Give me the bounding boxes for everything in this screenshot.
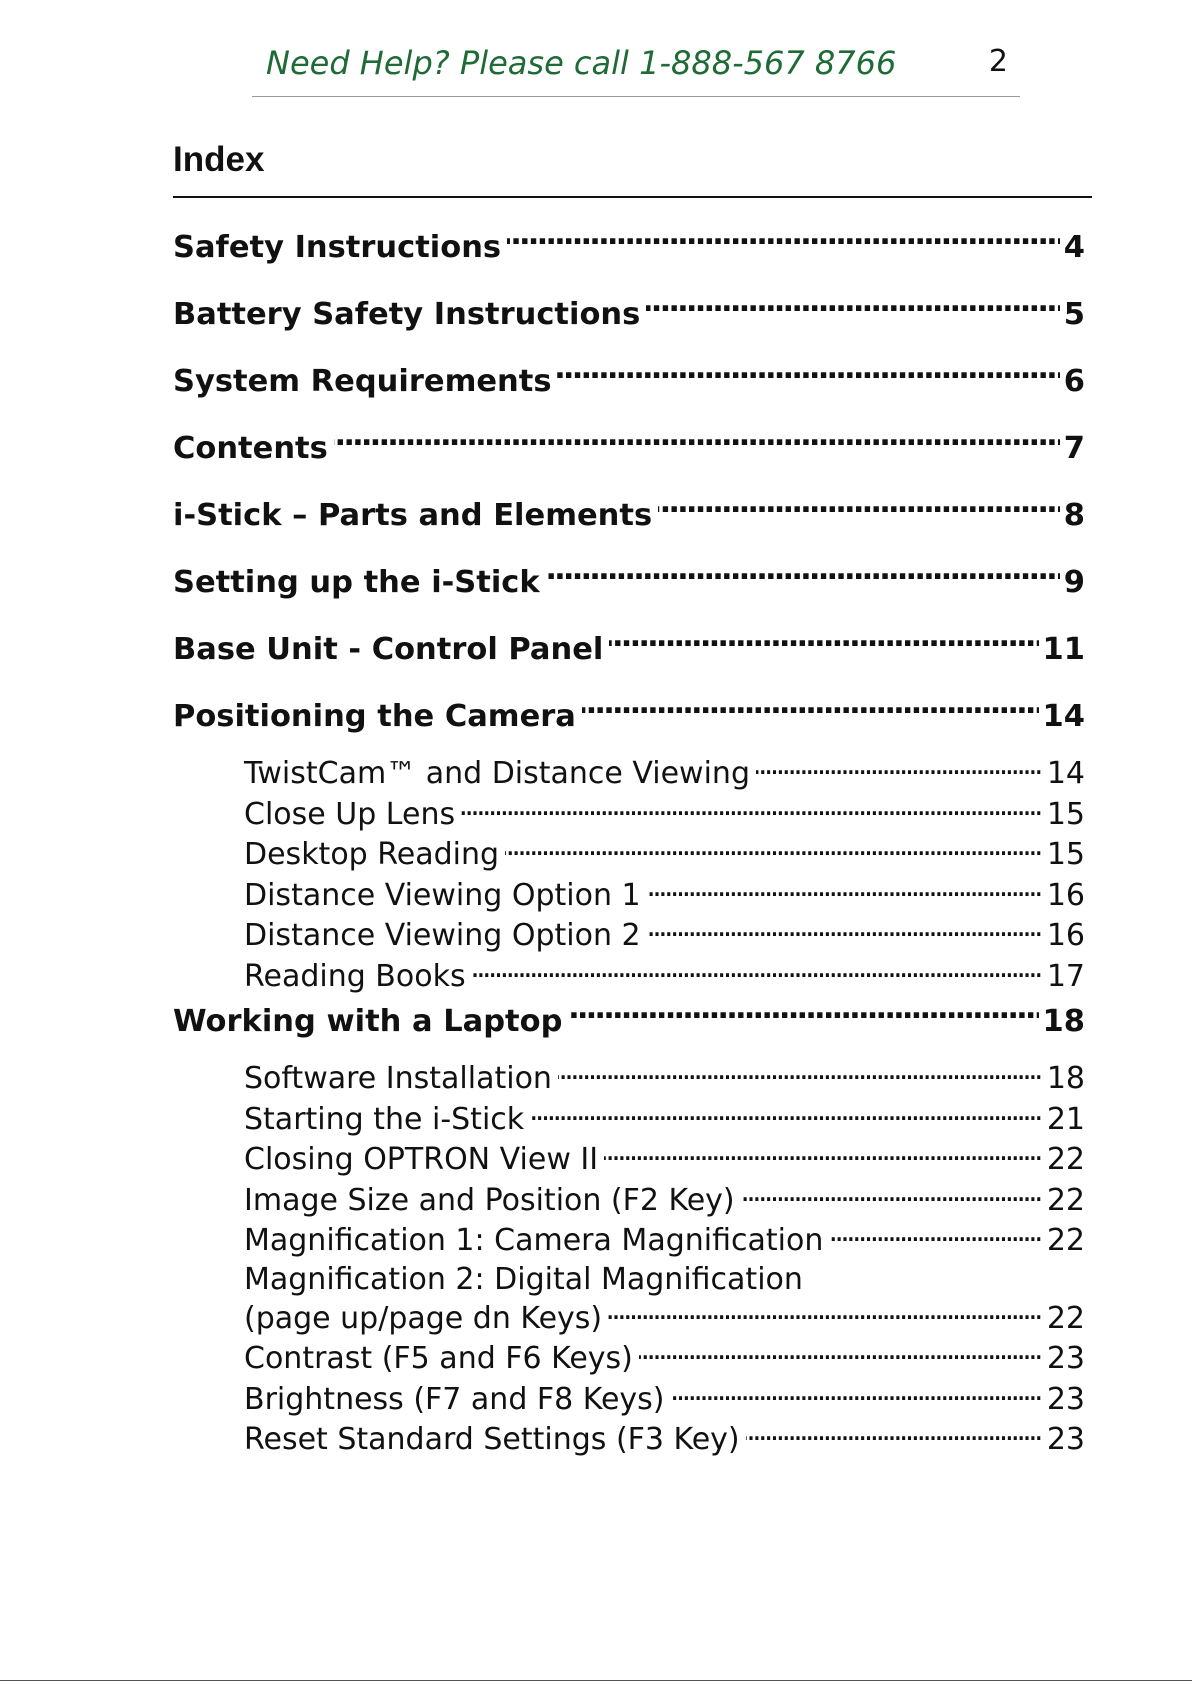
toc-entry-title: System Requirements	[173, 364, 552, 399]
toc-entry-page-number: 14	[1046, 756, 1085, 791]
toc-subsection-entry[interactable]	[173, 1379, 1085, 1420]
toc-entry-title-line1: Magnification 2: Digital Magnification	[244, 1261, 803, 1297]
toc-entry-page-number: 23	[1046, 1422, 1085, 1457]
toc-subsection-entry[interactable]	[173, 753, 1085, 794]
toc-leader-dots	[472, 956, 1043, 986]
toc-entry-title: Closing OPTRON View II	[244, 1142, 599, 1177]
toc-entry-page-number: 9	[1063, 565, 1085, 600]
toc-entry-title: i-Stick – Parts and Elements	[173, 498, 653, 533]
toc-subsection-entry[interactable]	[173, 1139, 1085, 1180]
toc-section-entry[interactable]	[173, 427, 1085, 494]
toc-leader-dots	[546, 562, 1060, 593]
toc-entry-page-number: 22	[1046, 1300, 1085, 1336]
toc-entry-page-number: 23	[1046, 1341, 1085, 1376]
toc-entry-page-number: 15	[1046, 837, 1085, 872]
toc-entry-page-number: 5	[1063, 297, 1085, 332]
toc-subsection-entry[interactable]	[173, 1180, 1085, 1221]
toc-subsection-entry[interactable]	[173, 956, 1085, 997]
toc-entry-page-number: 11	[1042, 632, 1085, 667]
toc-leader-dots	[507, 227, 1060, 258]
toc-subsection-entry[interactable]	[173, 794, 1085, 835]
toc-entry-title: Contents	[173, 431, 328, 466]
toc-entry-page-number: 22	[1046, 1142, 1085, 1177]
index-heading: Index	[173, 140, 265, 179]
toc-leader-dots	[334, 428, 1060, 459]
toc-subsection-entry[interactable]	[173, 915, 1085, 956]
table-of-contents	[173, 226, 1085, 1460]
toc-entry-title: Close Up Lens	[244, 796, 456, 832]
toc-entry-title: Distance Viewing Option 1	[244, 877, 641, 913]
toc-section-entry[interactable]	[173, 293, 1085, 360]
toc-entry-title: Reading Books	[244, 958, 466, 994]
toc-entry-title: Image Size and Position (F2 Key)	[244, 1182, 735, 1218]
toc-entry-page-number: 14	[1042, 699, 1085, 734]
toc-section-entry[interactable]	[173, 494, 1085, 561]
toc-entry-page-number: 23	[1046, 1381, 1085, 1417]
toc-leader-dots	[646, 294, 1059, 325]
toc-entry-title: Setting up the i-Stick	[173, 565, 540, 600]
toc-section-entry[interactable]	[173, 561, 1085, 628]
toc-section-entry[interactable]	[173, 695, 1085, 753]
toc-leader-dots	[582, 696, 1039, 727]
toc-section-entry[interactable]	[173, 628, 1085, 695]
toc-entry-title: Contrast (F5 and F6 Keys)	[244, 1341, 633, 1376]
toc-entry-title: Distance Viewing Option 2	[244, 918, 641, 953]
toc-section-entry[interactable]	[173, 226, 1085, 293]
toc-entry-title: Brightness (F7 and F8 Keys)	[244, 1381, 665, 1417]
toc-leader-dots	[756, 753, 1043, 783]
toc-entry-page-number: 8	[1063, 498, 1085, 533]
toc-entry-title: Base Unit - Control Panel	[173, 632, 604, 667]
toc-leader-dots	[604, 1139, 1043, 1169]
toc-leader-dots	[530, 1099, 1043, 1129]
toc-section-entry[interactable]	[173, 1000, 1085, 1058]
toc-entry-page-number: 7	[1063, 431, 1085, 466]
page-number: 2	[988, 44, 1008, 79]
toc-subsection-entry[interactable]	[173, 1099, 1085, 1140]
page-bottom-edge	[0, 1680, 1192, 1681]
toc-entry-title: TwistCam™ and Distance Viewing	[244, 756, 750, 791]
toc-entry-page-number: 22	[1046, 1223, 1085, 1258]
toc-subsection-entry[interactable]	[173, 1338, 1085, 1379]
toc-subsection-entry[interactable]	[173, 875, 1085, 916]
toc-leader-dots	[568, 1001, 1038, 1032]
toc-entry-page-number: 18	[1042, 1004, 1085, 1039]
toc-entry-title: Positioning the Camera	[173, 699, 576, 734]
toc-entry-title: Safety Instructions	[173, 230, 502, 265]
toc-subsection-entry-multiline[interactable]	[173, 1261, 1085, 1339]
toc-leader-dots	[829, 1220, 1042, 1250]
toc-entry-title: Desktop Reading	[244, 837, 500, 872]
toc-leader-dots	[647, 915, 1043, 945]
toc-entry-title: Reset Standard Settings (F3 Key)	[244, 1422, 740, 1457]
toc-section-entry[interactable]	[173, 360, 1085, 427]
toc-entry-page-number: 22	[1046, 1182, 1085, 1218]
help-hotline-text: Need Help? Please call 1-888-567 8766	[266, 44, 897, 82]
toc-leader-dots	[639, 1338, 1043, 1368]
toc-subsection-entry[interactable]	[244, 1298, 1085, 1339]
toc-entry-page-number: 16	[1046, 918, 1085, 953]
toc-leader-dots	[671, 1379, 1043, 1409]
toc-subsection-entry[interactable]	[173, 1419, 1085, 1460]
toc-leader-dots	[741, 1180, 1043, 1210]
toc-leader-dots	[746, 1419, 1043, 1449]
toc-entry-page-number: 21	[1046, 1101, 1085, 1137]
toc-leader-dots	[608, 1298, 1043, 1328]
toc-entry-page-number: 16	[1046, 877, 1085, 913]
toc-entry-page-number: 18	[1046, 1061, 1085, 1096]
toc-entry-page-number: 6	[1063, 364, 1085, 399]
toc-entry-title: Software Installation	[244, 1061, 552, 1096]
toc-leader-dots	[505, 834, 1043, 864]
toc-entry-title: (page up/page dn Keys)	[244, 1300, 603, 1336]
toc-entry-title: Working with a Laptop	[173, 1004, 563, 1039]
toc-entry-page-number: 17	[1046, 958, 1085, 994]
toc-subsection-entry[interactable]	[173, 1058, 1085, 1099]
toc-subsection-entry[interactable]	[173, 1220, 1085, 1261]
toc-entry-title: Magnification 1: Camera Magnification	[244, 1223, 824, 1258]
toc-entry-page-number: 15	[1046, 796, 1085, 832]
heading-divider	[173, 196, 1092, 198]
toc-entry-title: Starting the i-Stick	[244, 1101, 525, 1137]
toc-leader-dots	[461, 794, 1043, 824]
toc-leader-dots	[609, 629, 1038, 660]
toc-leader-dots	[647, 875, 1043, 905]
page-header	[252, 36, 1020, 97]
toc-entry-title: Battery Safety Instructions	[173, 297, 641, 332]
toc-entry-page-number: 4	[1063, 230, 1085, 265]
toc-leader-dots	[557, 361, 1059, 392]
toc-leader-dots	[658, 495, 1060, 526]
toc-leader-dots	[558, 1058, 1043, 1088]
toc-subsection-entry[interactable]	[173, 834, 1085, 875]
